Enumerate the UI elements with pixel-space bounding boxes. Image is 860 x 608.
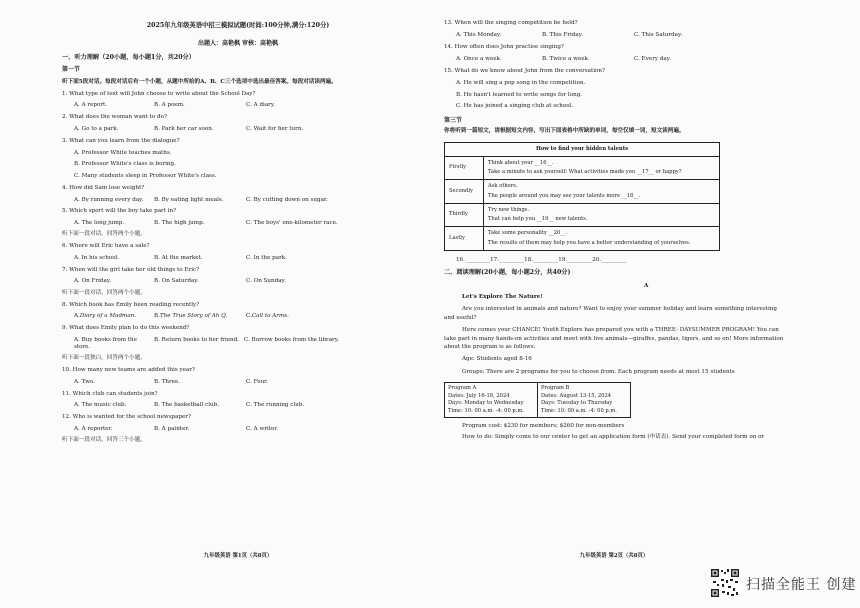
option: C. Many students sleep in Professor White's class. [74,173,217,180]
option: B. The basketball club. [154,402,219,409]
qr-code-icon [710,568,740,598]
row-content: Take some personality __20__. The results of them may help you have a better understanding of yourselves. [484,227,720,251]
question-options [62,102,414,109]
option: B. Professor White's class is boring. [74,161,176,168]
option: B. Park her car soon. [154,126,214,133]
option: B.The True Story of Ah Q. [154,313,228,320]
section-heading: 一、听力理解（20小题，每小题1分，共20分） [62,53,195,61]
option: A. By running every day. [74,196,144,203]
question-options [62,426,414,433]
question: 7. When will the girl take her old things to Eric? [62,266,200,273]
option: C. The boys' one-kilometer race. [246,220,338,227]
answer-blanks: 16._________17._________18._________19._________20._________ [456,256,627,263]
program-a-cell: Program A Dates: July 16-18, 2024 Days: Monday to Wednesday Time: 10: 00 a.m. -4: 00 p.m. [445,383,538,418]
passage-letter: A [644,282,649,289]
question-options [62,402,414,409]
question-options [62,278,414,285]
question-options [62,220,414,227]
option: A. This Monday. [456,32,502,39]
option: A. The long jump. [74,220,125,227]
option: C. A diary. [246,102,276,109]
option: A. Professor White teaches maths. [74,149,172,156]
passage-paragraph: Groups: There are 2 programs for you to choose from. Each program needs at most 15 students [462,368,735,375]
option: C. He has joined a singing club at school. [456,103,574,110]
option: B. Three. [154,378,181,385]
question: 3. What can you learn from the dialogue? [62,137,180,144]
option: A. Buy books from the store. [74,336,137,351]
question: 10. How many new teams are added this year? [62,367,196,374]
question: 14. How often does John practise singing? [444,44,564,51]
option: B. At the market. [154,254,203,261]
question: 4. How did Sam lose weight? [62,184,145,191]
table-row [445,156,720,180]
option: B. Twice a week. [542,56,590,63]
program-table [444,382,631,418]
passage-paragraph: How to do: Simply come to our center to get an application form (申请表). Send your completed form on or [462,433,765,440]
question: 1. What type of text will John choose to write about the School Day? [62,90,256,97]
question: 8. Which book has Emily been reading recently? [62,301,200,308]
question-options [62,126,414,133]
question-options [62,255,414,262]
question: 15. What do we know about John from the conversation? [444,68,606,75]
listening-note: 听下面一段独白，回答两个小题。 [62,355,146,362]
part-heading: 第一节 [62,66,81,74]
page-right [444,0,784,560]
row-content: Ask others. The people around you may see your talents more __18__. [484,180,720,204]
part-heading: 第三节 [444,116,463,124]
question-options [62,337,414,352]
passage-paragraph: Are you interested in animals and nature? Want to enjoy your summer holiday and learn something interesting and useful? [444,306,777,321]
option: C. This Saturday. [634,32,683,39]
page-footer: 九年级英语 第1页（共8页） [203,552,273,559]
section-heading: 二、阅读理解(20小题，每小题2分，共40分) [444,268,571,276]
question: 6. Where will Eric have a sale? [62,243,150,250]
question-options [62,313,414,320]
option: A. Go to a park. [74,126,119,133]
option: C. Wait for her turn. [246,126,304,133]
question-options [62,379,414,386]
passage-paragraph: Age: Students aged 8-16 [462,356,532,363]
exam-title: 2025年九年级英语中招三模拟试题(时间:100分钟,满分:120分) [146,22,330,29]
option: A. Once a week. [456,56,502,63]
talents-table [444,142,720,251]
question: 5. Which sport will the boy take part in? [62,208,177,215]
option: B. Return books to her friend. [154,336,240,343]
question-options [444,56,784,63]
table-row [445,180,720,204]
option: C. A writer. [246,425,279,432]
option: C. In the park. [246,254,287,261]
question: 2. What does the woman want to do? [62,114,167,121]
question: 11. Which club can students join? [62,390,158,397]
option: A. The music club. [74,402,127,409]
option: B. By eating light meals. [154,196,224,203]
passage-paragraph: Here comes your CHANCE! Youth Explore has prepared you with a THREE- DAYSUMMER PROGRAM! You can take part in many hands-on activities and meet with live animals—giraffes, pandas, tigers, and so on! More information about the program is as follows: [444,327,784,350]
row-label: Secondly [445,180,484,204]
option: B. A painter. [154,425,190,432]
option: C.Call to Arms. [246,313,289,320]
passage-paragraph: Program cost: $230 for members; $260 for non-members [462,423,625,430]
table-header: How to find your hidden talents [445,142,720,156]
page-left [62,0,414,560]
row-content: Try new things. That can help you __19__ new talents. [484,203,720,227]
option: A. In his school. [74,254,120,261]
row-content: Think about your __16__. Take a minute to ask yourself: What activities made you __17__ or happy? [484,156,720,180]
option: C. The running club. [246,402,305,409]
option: B. On Saturday. [154,278,199,285]
listening-note: 听下面一段对话，回答两个小题。 [62,289,146,296]
program-b-cell: Program B Dates: August 13-15, 2024 Days: Tuesday to Thursday Time: 10: 00 a.m. -4: 00 p.m. [538,383,631,418]
table-row [445,203,720,227]
option: A. A report. [74,102,108,109]
listening-note: 听下面一段对话，回答三个小题。 [62,437,146,444]
option: A. A reporter. [74,425,113,432]
question: 9. What does Emily plan to do this weekend? [62,325,190,332]
option: C. On Sunday. [246,278,286,285]
exam-authors: 出题人：高艳枫 审核：高艳枫 [197,40,279,48]
option: A. Two. [74,378,95,385]
option: B. This Friday. [542,32,583,39]
row-label: Lastly [445,227,484,251]
question: 12. Who is wanted for the school newspaper? [62,414,192,421]
scanner-watermark: 扫描全能王 创建 [746,577,857,593]
option: A. On Friday. [74,278,112,285]
option: A. He will sing a pop song in the competition. [456,79,586,86]
option: B. He hasn't learned to write songs for long. [456,91,583,98]
option: C. By cutting down on sugar. [246,196,328,203]
option: C. Four. [246,378,269,385]
question: 13. When will the singing competition be held? [444,20,578,26]
listening-note: 听下面一段对话，回答两个小题。 [62,231,146,238]
row-label: Thirdly [445,203,484,227]
table-row [445,227,720,251]
row-label: Firstly [445,156,484,180]
option: C. Borrow books from the library. [244,336,339,343]
option: C. Every day. [634,56,671,63]
option: B. A poem. [154,102,185,109]
option: B. The high jump. [154,220,205,227]
page-footer: 九年级英语 第2页（共8页） [579,552,649,559]
question-options [444,32,784,39]
instruction-text: 你将听到一篇短文，请根据短文内容，写出下面表格中所缺的单词，每空仅填一词，短文读两遍。 [444,128,685,135]
passage-title: Let's Explore The Nature! [462,294,543,301]
option: A.Diary of a Madman. [74,313,137,320]
instruction-text: 听下面5段对话。每段对话后有一个小题，从题中所给的A、B、C三个选项中选出最佳答案。每段对话读两遍。 [62,78,337,85]
question-options [62,197,414,204]
